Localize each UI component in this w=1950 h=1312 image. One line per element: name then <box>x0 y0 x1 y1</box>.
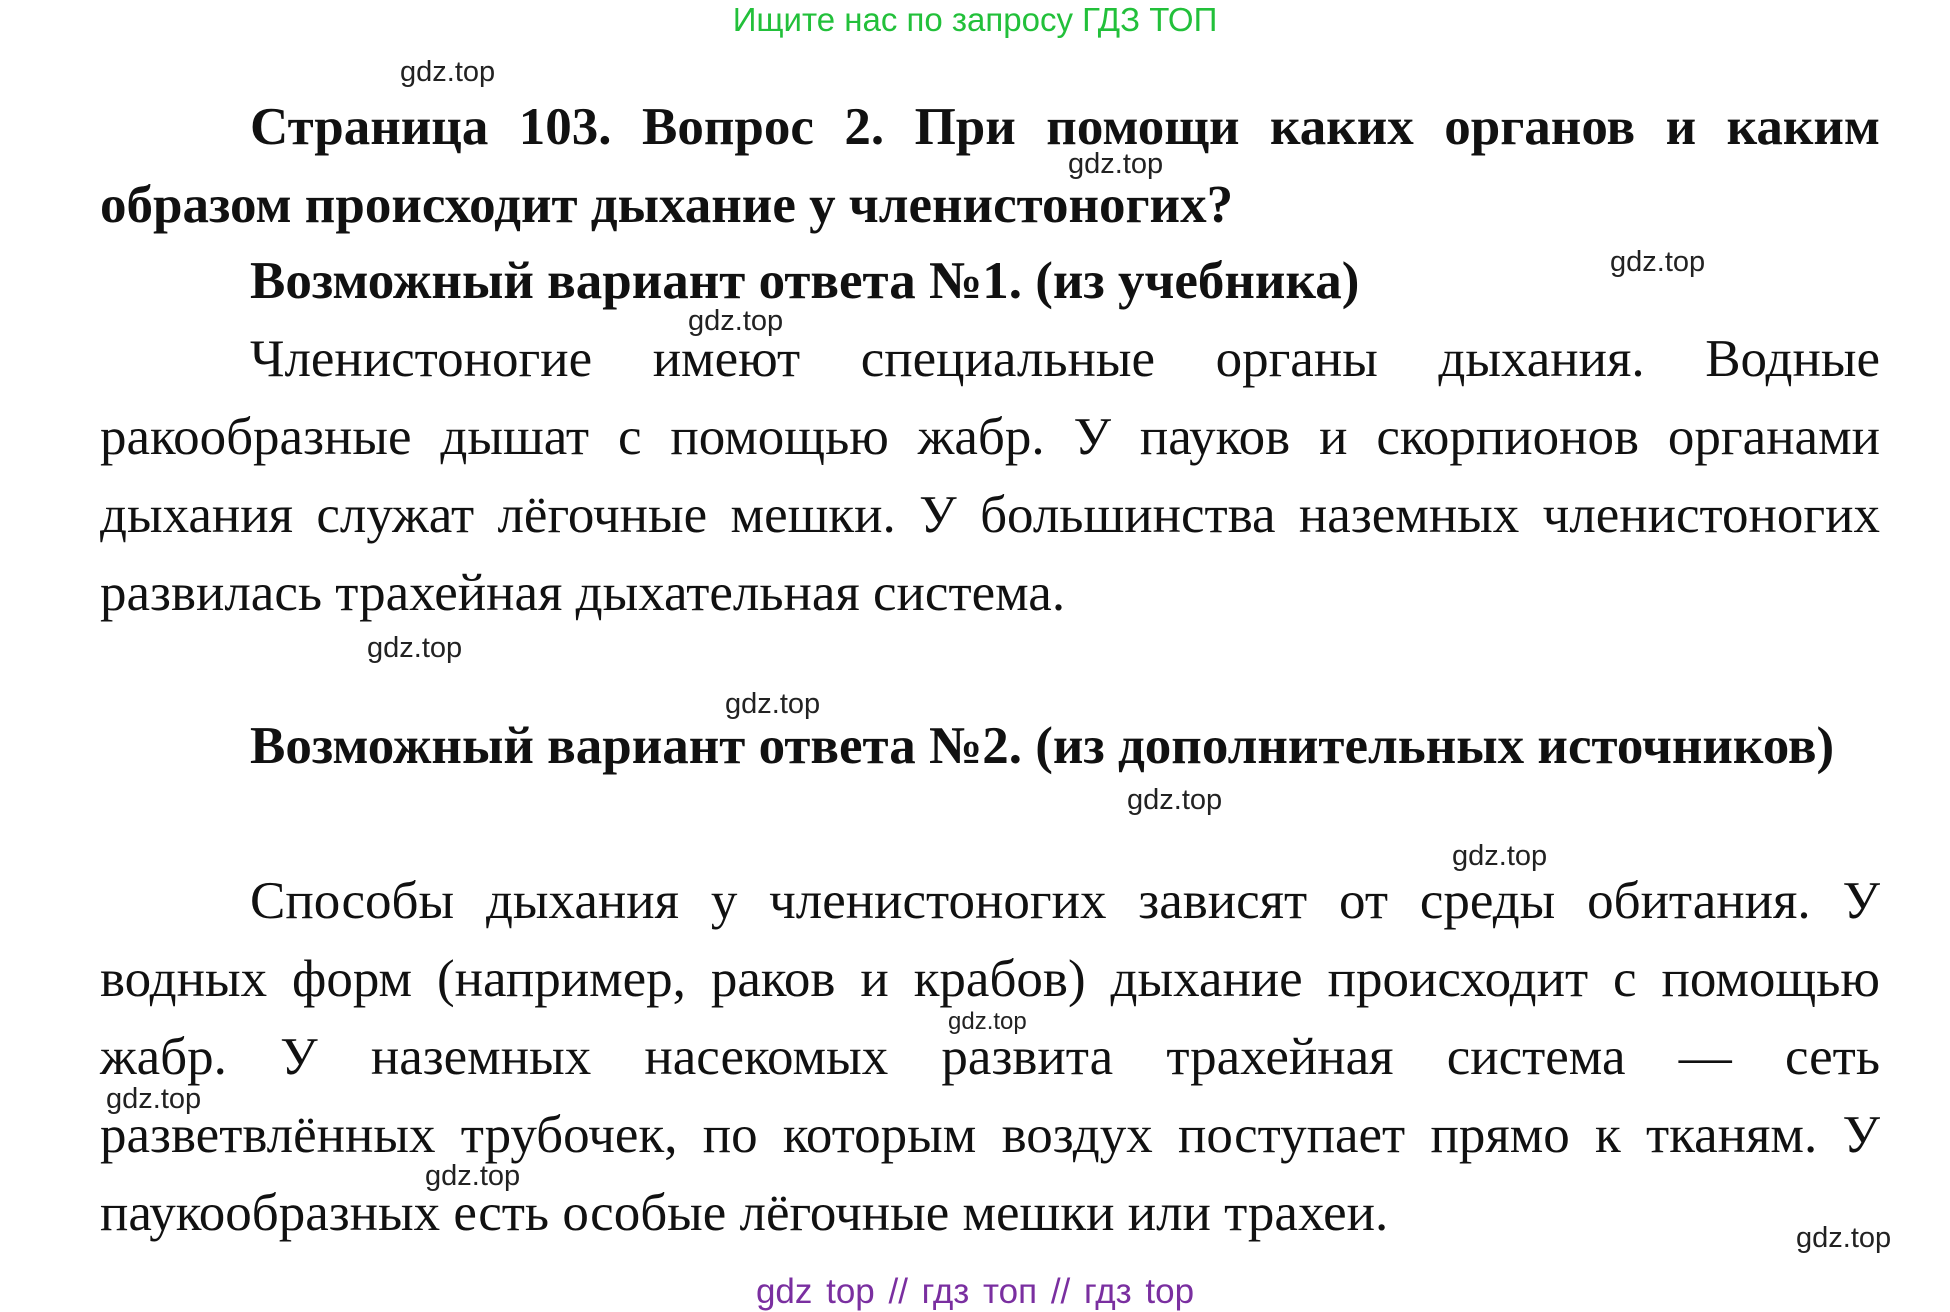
watermark: gdz.top <box>1796 1222 1892 1254</box>
watermark: gdz.top <box>948 1008 1027 1035</box>
question-text: Страница 103. Вопрос 2. При помощи каких органов и каким образом происходит дыхание у членистоногих? <box>100 98 1880 234</box>
answer-2-text: Способы дыхания у членистоногих зависят от среды обитания. У водных форм (например, раков и крабов) дыхание происходит с помощью жабр. У наземных насекомых развита трахейная система — сеть разветвлённых трубочек, по которым воздух поступает прямо к тканям. У паукообразных есть особые лёгочные мешки или трахеи. <box>100 872 1880 1242</box>
answer-2-heading: Возможный вариант ответа №2. (из дополнительных источников) <box>250 717 1835 775</box>
watermark: gdz.top <box>106 1083 202 1115</box>
watermark: gdz.top <box>725 688 821 720</box>
answer-1-text: Членистоногие имеют специальные органы дыхания. Водные ракообразные дышат с помощью жабр. У пауков и скорпионов органами дыхания служат лёгочные мешки. У большинства наземных членистоногих развилась трахейная дыхательная система. <box>100 330 1880 622</box>
watermark: gdz.top <box>400 56 496 88</box>
answer-1-heading: Возможный вариант ответа №1. (из учебника) <box>250 252 1360 310</box>
watermark: gdz.top <box>1068 148 1164 180</box>
footer-links: gdz top // гдз топ // гдз top <box>755 1272 1195 1311</box>
search-hint-banner: Ищите нас по запросу ГДЗ ТОП <box>732 1 1218 38</box>
watermark: gdz.top <box>1610 246 1706 278</box>
watermark: gdz.top <box>688 305 784 337</box>
watermark: gdz.top <box>1127 784 1223 816</box>
watermark: gdz.top <box>367 632 463 664</box>
watermark: gdz.top <box>425 1160 521 1192</box>
watermark: gdz.top <box>1452 840 1548 872</box>
